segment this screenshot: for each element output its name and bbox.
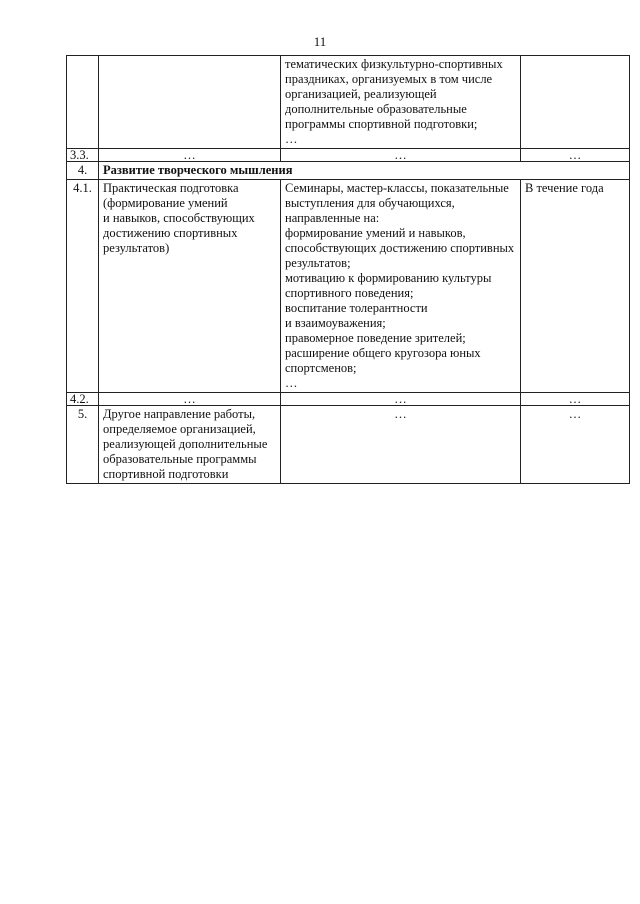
table-row	[67, 149, 630, 162]
activities-cell: …	[281, 406, 521, 484]
activities-cell: …	[281, 149, 521, 162]
row-number-cell: 4.1.	[67, 180, 99, 393]
activities-cell: Семинары, мастер-классы, показательные выступления для обучающихся, направленные на: формирование умений и навыков, способствующих достижению спортивных результатов; мотивацию к формированию культуры спортивного поведения; воспитание толерантности и взаимоуважения; правомерное поведение зрителей; расширение общего кругозора юных спортсменов; …	[281, 180, 521, 393]
timing-cell: В течение года	[521, 180, 630, 393]
timing-cell: …	[521, 149, 630, 162]
row-number-cell: 3.3.	[67, 149, 99, 162]
activities-cell: …	[281, 393, 521, 406]
row-number-cell: 4.2.	[67, 393, 99, 406]
direction-cell: Другое направление работы, определяемое организацией, реализующей дополнительные образовательные программы спортивной подготовки	[99, 406, 281, 484]
table-row	[67, 393, 630, 406]
timing-cell: …	[521, 406, 630, 484]
row-number-cell: 5.	[67, 406, 99, 484]
table-row	[67, 406, 630, 484]
table-row	[67, 180, 630, 393]
section-row	[67, 162, 630, 180]
direction-cell	[99, 56, 281, 149]
events-table	[66, 55, 630, 484]
timing-cell	[521, 56, 630, 149]
page-number: 11	[313, 34, 327, 49]
direction-cell: …	[99, 393, 281, 406]
row-number-cell: 4.	[67, 162, 99, 180]
timing-cell: …	[521, 393, 630, 406]
table-row	[67, 56, 630, 149]
row-number-cell	[67, 56, 99, 149]
direction-cell: …	[99, 149, 281, 162]
direction-cell: Практическая подготовка (формирование умений и навыков, способствующих достижению спортивных результатов)	[99, 180, 281, 393]
activities-cell: тематических физкультурно-спортивных праздниках, организуемых в том числе организацией, реализующей дополнительные образовательные программы спортивной подготовки; …	[281, 56, 521, 149]
section-title: Развитие творческого мышления	[99, 162, 630, 180]
